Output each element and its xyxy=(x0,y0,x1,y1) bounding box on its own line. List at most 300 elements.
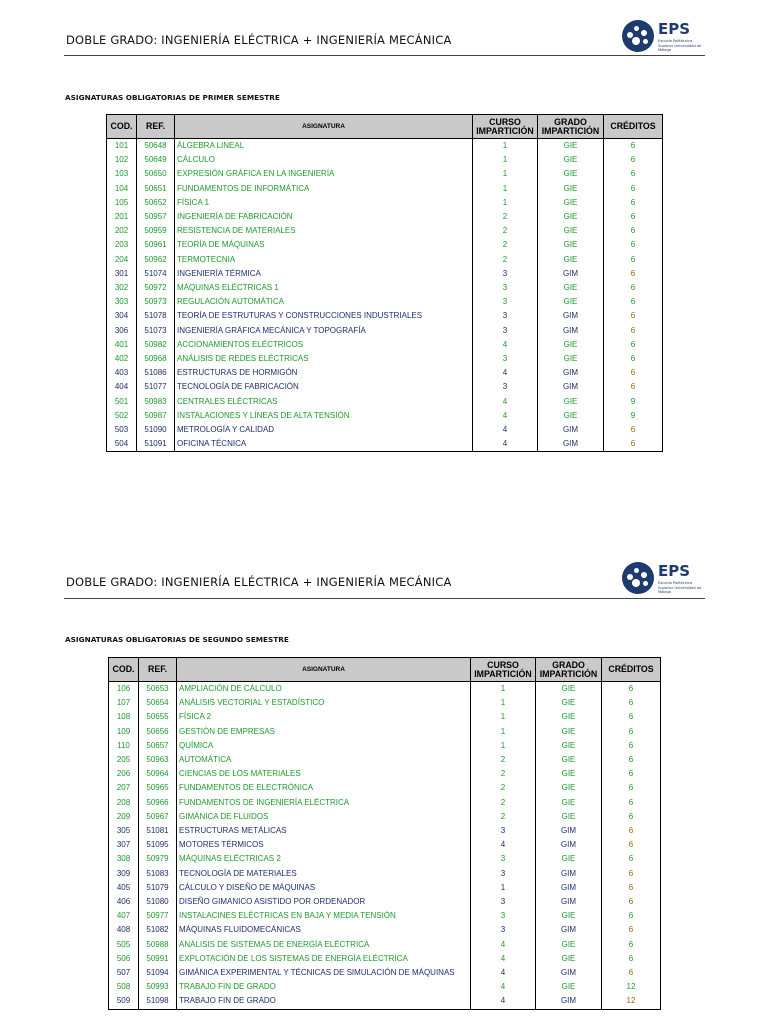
cell-creditos: 6 xyxy=(604,352,663,366)
cell-curso: 2 xyxy=(471,753,536,767)
col-header-asignatura: ASIGNATURA xyxy=(175,115,473,139)
cell-ref: 50964 xyxy=(139,767,177,781)
cell-cod: 302 xyxy=(107,281,137,295)
cell-cod: 507 xyxy=(109,966,139,980)
cell-asignatura: ACCIONAMIENTOS ELÉCTRICOS xyxy=(175,338,473,352)
cell-cod: 209 xyxy=(109,810,139,824)
cell-curso: 4 xyxy=(471,938,536,952)
cell-asignatura: MOTORES TÉRMICOS xyxy=(177,838,471,852)
cell-curso: 4 xyxy=(471,980,536,994)
cell-cod: 304 xyxy=(107,309,137,323)
cell-asignatura: INSTALACIONES Y LÍNEAS DE ALTA TENSIÓN xyxy=(175,409,473,423)
cell-curso: 1 xyxy=(471,710,536,724)
page-header-title: DOBLE GRADO: INGENIERÍA ELÉCTRICA + INGENIERÍA MECÁNICA xyxy=(66,575,452,589)
cell-grado: GIM xyxy=(536,994,602,1009)
subjects-table xyxy=(108,657,661,1010)
table-row xyxy=(107,210,663,224)
cell-curso: 3 xyxy=(471,923,536,937)
cell-creditos: 6 xyxy=(602,710,661,724)
cell-creditos: 6 xyxy=(602,938,661,952)
table-row xyxy=(109,710,661,724)
cell-cod: 203 xyxy=(107,238,137,252)
cell-asignatura: TEORÍA DE ESTRUTURAS Y CONSTRUCCIONES INDUSTRIALES xyxy=(175,309,473,323)
cell-creditos: 6 xyxy=(604,182,663,196)
cell-ref: 50966 xyxy=(139,796,177,810)
cell-creditos: 6 xyxy=(602,796,661,810)
cell-ref: 50656 xyxy=(139,725,177,739)
cell-ref: 50654 xyxy=(139,696,177,710)
cell-creditos: 12 xyxy=(602,994,661,1009)
cell-curso: 3 xyxy=(473,267,538,281)
cell-cod: 104 xyxy=(107,182,137,196)
cell-cod: 405 xyxy=(109,881,139,895)
cell-curso: 4 xyxy=(473,423,538,437)
cell-asignatura: ÁLGEBRA LINEAL xyxy=(175,139,473,154)
cell-curso: 1 xyxy=(471,725,536,739)
cell-grado: GIE xyxy=(536,682,602,697)
cell-creditos: 12 xyxy=(602,980,661,994)
cell-ref: 50993 xyxy=(139,980,177,994)
cell-ref: 50977 xyxy=(139,909,177,923)
cell-cod: 108 xyxy=(109,710,139,724)
cell-asignatura: RESISTENCIA DE MATERIALES xyxy=(175,224,473,238)
col-header-cod: COD. xyxy=(107,115,137,139)
cell-creditos: 6 xyxy=(602,767,661,781)
cell-grado: GIM xyxy=(538,366,604,380)
table-row xyxy=(109,739,661,753)
cell-ref: 50983 xyxy=(137,395,175,409)
cell-ref: 51078 xyxy=(137,309,175,323)
cell-grado: GIM xyxy=(536,867,602,881)
table-row xyxy=(107,139,663,154)
cell-creditos: 6 xyxy=(602,725,661,739)
cell-cod: 403 xyxy=(107,366,137,380)
cell-curso: 3 xyxy=(471,895,536,909)
cell-cod: 509 xyxy=(109,994,139,1009)
cell-cod: 105 xyxy=(107,196,137,210)
cell-ref: 50650 xyxy=(137,167,175,181)
cell-ref: 50962 xyxy=(137,253,175,267)
cell-curso: 2 xyxy=(473,224,538,238)
cell-cod: 208 xyxy=(109,796,139,810)
cell-cod: 404 xyxy=(107,380,137,394)
table-row xyxy=(107,409,663,423)
cell-asignatura: TRABAJO FIN DE GRADO xyxy=(177,980,471,994)
cell-creditos: 6 xyxy=(604,295,663,309)
cell-creditos: 6 xyxy=(604,253,663,267)
cell-curso: 3 xyxy=(473,295,538,309)
cell-asignatura: ANÁLISIS VECTORIAL Y ESTADÍSTICO xyxy=(177,696,471,710)
table-row xyxy=(109,938,661,952)
cell-creditos: 6 xyxy=(602,952,661,966)
cell-curso: 4 xyxy=(473,366,538,380)
eps-logo xyxy=(622,20,708,56)
table-row xyxy=(107,281,663,295)
table-row xyxy=(107,395,663,409)
table-row xyxy=(107,437,663,452)
cell-creditos: 6 xyxy=(604,338,663,352)
cell-ref: 50961 xyxy=(137,238,175,252)
cell-grado: GIE xyxy=(536,739,602,753)
cell-asignatura: MÁQUINAS ELÉCTRICAS 1 xyxy=(175,281,473,295)
cell-cod: 301 xyxy=(107,267,137,281)
cell-creditos: 6 xyxy=(602,867,661,881)
cell-cod: 106 xyxy=(109,682,139,697)
table-row xyxy=(109,682,661,697)
cell-cod: 504 xyxy=(107,437,137,452)
col-header-cod: COD. xyxy=(109,658,139,682)
cell-asignatura: GESTIÓN DE EMPRESAS xyxy=(177,725,471,739)
table-row xyxy=(107,253,663,267)
col-header-grado: GRADO IMPARTICIÓN xyxy=(536,658,602,682)
cell-creditos: 6 xyxy=(602,923,661,937)
cell-asignatura: GIMÁNICA EXPERIMENTAL Y TÉCNICAS DE SIMULACIÓN DE MÁQUINAS xyxy=(177,966,471,980)
table-row xyxy=(109,852,661,866)
logo-subtitle: Escuela Politécnica Superior Universidad de Málaga xyxy=(658,581,702,595)
cell-grado: GIM xyxy=(536,923,602,937)
cell-cod: 305 xyxy=(109,824,139,838)
table-row xyxy=(109,909,661,923)
cell-asignatura: CIENCIAS DE LOS MATERIALES xyxy=(177,767,471,781)
cell-ref: 50657 xyxy=(139,739,177,753)
table-row xyxy=(107,267,663,281)
cell-grado: GIM xyxy=(536,838,602,852)
cell-creditos: 6 xyxy=(604,281,663,295)
cell-ref: 51090 xyxy=(137,423,175,437)
page-2 xyxy=(0,542,768,1024)
table-row xyxy=(107,338,663,352)
cell-creditos: 6 xyxy=(604,423,663,437)
cell-grado: GIM xyxy=(536,966,602,980)
cell-cod: 408 xyxy=(109,923,139,937)
cell-ref: 51077 xyxy=(137,380,175,394)
col-header-asignatura: ASIGNATURA xyxy=(177,658,471,682)
cell-asignatura: METROLOGÍA Y CALIDAD xyxy=(175,423,473,437)
cell-cod: 102 xyxy=(107,153,137,167)
col-header-curso: CURSO IMPARTICIÓN xyxy=(471,658,536,682)
cell-asignatura: AUTOMÁTICA xyxy=(177,753,471,767)
table-row xyxy=(107,366,663,380)
cell-creditos: 6 xyxy=(602,909,661,923)
col-header-ref: REF. xyxy=(139,658,177,682)
section-title: ASIGNATURAS OBLIGATORIAS DE PRIMER SEMESTRE xyxy=(65,93,280,102)
cell-asignatura: INGENIERÍA TÉRMICA xyxy=(175,267,473,281)
cell-asignatura: FUNDAMENTOS DE INFORMÁTICA xyxy=(175,182,473,196)
cell-curso: 4 xyxy=(471,952,536,966)
cell-curso: 1 xyxy=(471,682,536,697)
cell-ref: 50963 xyxy=(139,753,177,767)
cell-grado: GIE xyxy=(538,210,604,224)
cell-grado: GIE xyxy=(538,196,604,210)
cell-grado: GIM xyxy=(538,380,604,394)
cell-asignatura: FÍSICA 1 xyxy=(175,196,473,210)
table-row xyxy=(109,796,661,810)
cell-curso: 4 xyxy=(473,437,538,452)
table-row xyxy=(109,838,661,852)
cell-ref: 50979 xyxy=(139,852,177,866)
cell-creditos: 6 xyxy=(602,753,661,767)
header-rule xyxy=(64,55,705,56)
cell-asignatura: TRABAJO FIN DE GRADO xyxy=(177,994,471,1009)
col-header-curso: CURSO IMPARTICIÓN xyxy=(473,115,538,139)
cell-grado: GIM xyxy=(538,309,604,323)
cell-grado: GIE xyxy=(536,909,602,923)
cell-ref: 50959 xyxy=(137,224,175,238)
cell-cod: 103 xyxy=(107,167,137,181)
cell-ref: 50972 xyxy=(137,281,175,295)
cell-creditos: 6 xyxy=(604,267,663,281)
table-row xyxy=(107,238,663,252)
cell-cod: 401 xyxy=(107,338,137,352)
col-header-creditos: CRÉDITOS xyxy=(604,115,663,139)
page-header-title: DOBLE GRADO: INGENIERÍA ELÉCTRICA + INGENIERÍA MECÁNICA xyxy=(66,33,452,47)
cell-cod: 407 xyxy=(109,909,139,923)
cell-cod: 101 xyxy=(107,139,137,154)
cell-creditos: 6 xyxy=(604,167,663,181)
subjects-table xyxy=(106,114,663,452)
cell-asignatura: QUÍMICA xyxy=(177,739,471,753)
cell-cod: 501 xyxy=(107,395,137,409)
cell-grado: GIE xyxy=(536,767,602,781)
table-row xyxy=(109,923,661,937)
cell-grado: GIM xyxy=(538,324,604,338)
cell-curso: 2 xyxy=(471,796,536,810)
cell-curso: 3 xyxy=(471,852,536,866)
cell-ref: 51073 xyxy=(137,324,175,338)
cell-cod: 207 xyxy=(109,781,139,795)
cell-cod: 505 xyxy=(109,938,139,952)
cell-asignatura: FÍSICA 2 xyxy=(177,710,471,724)
cell-cod: 502 xyxy=(107,409,137,423)
cell-creditos: 6 xyxy=(602,739,661,753)
cell-curso: 3 xyxy=(471,909,536,923)
cell-cod: 307 xyxy=(109,838,139,852)
cell-curso: 1 xyxy=(471,696,536,710)
cell-creditos: 6 xyxy=(602,895,661,909)
cell-ref: 51079 xyxy=(139,881,177,895)
table-row xyxy=(107,196,663,210)
cell-grado: GIM xyxy=(538,423,604,437)
col-header-ref: REF. xyxy=(137,115,175,139)
cell-cod: 308 xyxy=(109,852,139,866)
table-row xyxy=(109,994,661,1009)
cell-creditos: 6 xyxy=(602,696,661,710)
cell-ref: 51094 xyxy=(139,966,177,980)
cell-curso: 2 xyxy=(473,238,538,252)
cell-asignatura: OFICINA TÉCNICA xyxy=(175,437,473,452)
cell-ref: 50653 xyxy=(139,682,177,697)
cell-creditos: 6 xyxy=(604,153,663,167)
cell-creditos: 6 xyxy=(604,238,663,252)
cell-creditos: 6 xyxy=(604,139,663,154)
cell-grado: GIE xyxy=(536,810,602,824)
cell-grado: GIE xyxy=(536,781,602,795)
cell-ref: 50982 xyxy=(137,338,175,352)
cell-cod: 503 xyxy=(107,423,137,437)
cell-grado: GIE xyxy=(536,980,602,994)
eps-logo xyxy=(622,562,708,598)
cell-creditos: 6 xyxy=(604,210,663,224)
cell-curso: 1 xyxy=(473,167,538,181)
cell-asignatura: MÁQUINAS FLUIDOMECÁNICAS xyxy=(177,923,471,937)
logo-text: EPS xyxy=(658,562,691,580)
table-row xyxy=(109,867,661,881)
cell-creditos: 6 xyxy=(602,966,661,980)
cell-cod: 306 xyxy=(107,324,137,338)
cell-creditos: 6 xyxy=(604,309,663,323)
cell-cod: 201 xyxy=(107,210,137,224)
table-row xyxy=(107,352,663,366)
cell-creditos: 6 xyxy=(604,196,663,210)
cell-ref: 50973 xyxy=(137,295,175,309)
cell-creditos: 6 xyxy=(604,366,663,380)
cell-creditos: 6 xyxy=(602,881,661,895)
cell-curso: 3 xyxy=(471,867,536,881)
logo-emblem-icon xyxy=(622,562,654,594)
cell-cod: 202 xyxy=(107,224,137,238)
table-row xyxy=(107,224,663,238)
cell-ref: 51080 xyxy=(139,895,177,909)
cell-grado: GIM xyxy=(536,824,602,838)
cell-asignatura: DISEÑO GIMANICO ASISTIDO POR ORDENADOR xyxy=(177,895,471,909)
cell-asignatura: CÁLCULO xyxy=(175,153,473,167)
cell-grado: GIM xyxy=(538,267,604,281)
cell-grado: GIE xyxy=(538,167,604,181)
cell-grado: GIE xyxy=(536,852,602,866)
table-row xyxy=(107,309,663,323)
cell-asignatura: FUNDAMENTOS DE INGENIERÍA ELÉCTRICA xyxy=(177,796,471,810)
cell-cod: 402 xyxy=(107,352,137,366)
cell-creditos: 9 xyxy=(604,395,663,409)
cell-ref: 50988 xyxy=(139,938,177,952)
cell-grado: GIE xyxy=(536,753,602,767)
table-row xyxy=(109,781,661,795)
cell-grado: GIE xyxy=(538,338,604,352)
cell-cod: 506 xyxy=(109,952,139,966)
cell-curso: 2 xyxy=(473,253,538,267)
cell-curso: 3 xyxy=(473,281,538,295)
cell-cod: 406 xyxy=(109,895,139,909)
cell-asignatura: INGENIERÍA DE FABRICACIÓN xyxy=(175,210,473,224)
logo-subtitle: Escuela Politécnica Superior Universidad de Málaga xyxy=(658,39,702,53)
cell-curso: 4 xyxy=(471,966,536,980)
cell-asignatura: EXPLOTACIÓN DE LOS SISTEMAS DE ENERGÍA ELÉCTRICA xyxy=(177,952,471,966)
cell-ref: 51095 xyxy=(139,838,177,852)
cell-curso: 2 xyxy=(471,767,536,781)
cell-curso: 1 xyxy=(473,139,538,154)
cell-creditos: 6 xyxy=(604,224,663,238)
col-header-grado: GRADO IMPARTICIÓN xyxy=(538,115,604,139)
page-1 xyxy=(0,0,768,460)
cell-curso: 3 xyxy=(473,324,538,338)
cell-grado: GIE xyxy=(536,796,602,810)
cell-curso: 4 xyxy=(471,838,536,852)
cell-curso: 4 xyxy=(471,994,536,1009)
cell-ref: 51082 xyxy=(139,923,177,937)
cell-creditos: 9 xyxy=(604,409,663,423)
table-row xyxy=(109,952,661,966)
col-header-creditos: CRÉDITOS xyxy=(602,658,661,682)
cell-ref: 50652 xyxy=(137,196,175,210)
cell-asignatura: TEORÍA DE MÁQUINAS xyxy=(175,238,473,252)
section-title: ASIGNATURAS OBLIGATORIAS DE SEGUNDO SEMESTRE xyxy=(65,635,289,644)
cell-curso: 1 xyxy=(473,182,538,196)
cell-grado: GIE xyxy=(536,710,602,724)
cell-asignatura: TECNOLOGÍA DE MATERIALES xyxy=(177,867,471,881)
table-row xyxy=(109,881,661,895)
cell-ref: 51098 xyxy=(139,994,177,1009)
cell-grado: GIM xyxy=(536,895,602,909)
table-row xyxy=(107,324,663,338)
cell-ref: 50991 xyxy=(139,952,177,966)
table-row xyxy=(109,895,661,909)
cell-cod: 204 xyxy=(107,253,137,267)
cell-ref: 50651 xyxy=(137,182,175,196)
cell-grado: GIE xyxy=(538,224,604,238)
cell-asignatura: EXPRESIÓN GRÁFICA EN LA INGENIERÍA xyxy=(175,167,473,181)
cell-asignatura: ESTRUCTURAS METÁLICAS xyxy=(177,824,471,838)
cell-creditos: 6 xyxy=(602,781,661,795)
cell-ref: 50649 xyxy=(137,153,175,167)
cell-creditos: 6 xyxy=(604,437,663,452)
cell-curso: 2 xyxy=(471,810,536,824)
cell-ref: 51086 xyxy=(137,366,175,380)
cell-ref: 50968 xyxy=(137,352,175,366)
table-row xyxy=(107,153,663,167)
cell-asignatura: CENTRALES ELÉCTRICAS xyxy=(175,395,473,409)
cell-cod: 508 xyxy=(109,980,139,994)
cell-curso: 4 xyxy=(473,395,538,409)
table-row xyxy=(107,182,663,196)
cell-ref: 51074 xyxy=(137,267,175,281)
cell-ref: 50648 xyxy=(137,139,175,154)
cell-curso: 3 xyxy=(473,380,538,394)
cell-asignatura: AMPLIACIÓN DE CÁLCULO xyxy=(177,682,471,697)
table-row xyxy=(109,767,661,781)
cell-creditos: 6 xyxy=(602,810,661,824)
table-row xyxy=(107,167,663,181)
cell-curso: 4 xyxy=(473,409,538,423)
cell-asignatura: MÁQUINAS ELÉCTRICAS 2 xyxy=(177,852,471,866)
cell-grado: GIE xyxy=(538,153,604,167)
cell-curso: 1 xyxy=(473,196,538,210)
cell-creditos: 6 xyxy=(604,324,663,338)
cell-grado: GIE xyxy=(538,253,604,267)
table-row xyxy=(107,380,663,394)
table-row xyxy=(109,980,661,994)
cell-asignatura: TERMOTECNIA xyxy=(175,253,473,267)
cell-creditos: 6 xyxy=(604,380,663,394)
header-rule xyxy=(64,598,705,599)
cell-grado: GIE xyxy=(538,352,604,366)
cell-grado: GIE xyxy=(536,938,602,952)
cell-creditos: 6 xyxy=(602,838,661,852)
cell-creditos: 6 xyxy=(602,852,661,866)
cell-cod: 110 xyxy=(109,739,139,753)
table-row xyxy=(107,423,663,437)
cell-grado: GIE xyxy=(536,696,602,710)
cell-grado: GIM xyxy=(538,437,604,452)
cell-grado: GIE xyxy=(536,725,602,739)
cell-cod: 109 xyxy=(109,725,139,739)
cell-ref: 50987 xyxy=(137,409,175,423)
cell-curso: 1 xyxy=(473,153,538,167)
cell-curso: 2 xyxy=(473,210,538,224)
cell-curso: 4 xyxy=(473,338,538,352)
cell-asignatura: ANÁLISIS DE SISTEMAS DE ENERGÍA ELÉCTRICA xyxy=(177,938,471,952)
cell-grado: GIE xyxy=(536,952,602,966)
cell-grado: GIE xyxy=(538,238,604,252)
